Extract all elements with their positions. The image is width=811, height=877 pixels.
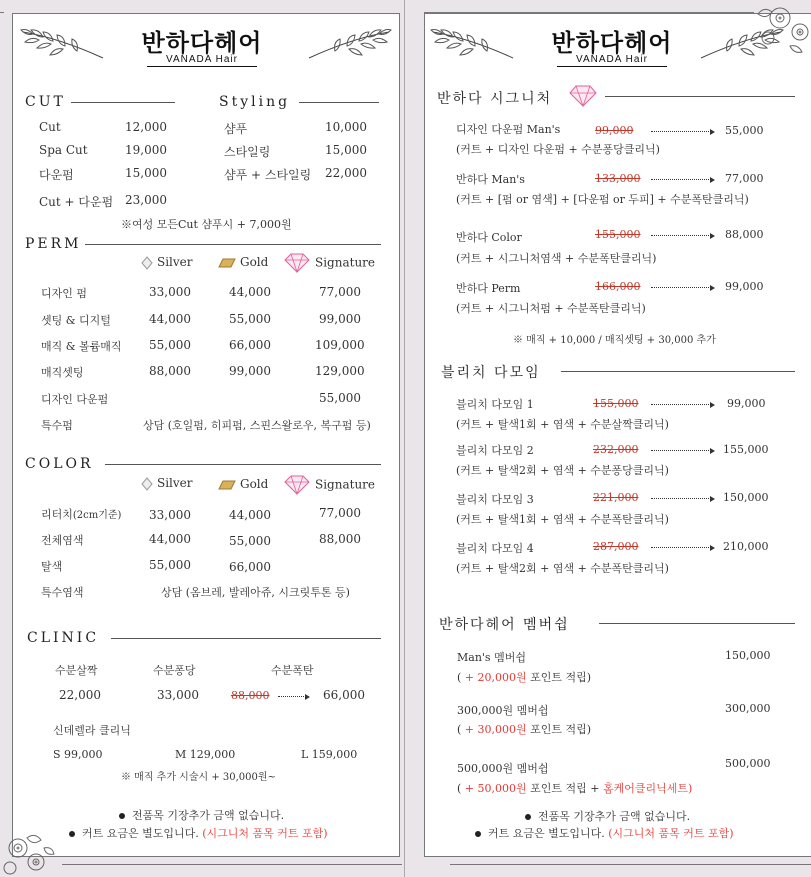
color-row-signature: 77,000 (319, 506, 361, 520)
divider (71, 102, 175, 103)
membership-price: 150,000 (725, 649, 771, 662)
perm-row-name: 디자인 펌 (41, 287, 88, 300)
membership-price: 500,000 (725, 757, 771, 770)
membership-desc: ( + 50,000원 포인트 적립 + 홈케어클리닉세트) (457, 782, 693, 795)
arrow-icon (278, 696, 306, 697)
styling-item-price: 22,000 (325, 166, 367, 180)
cinderella-size: M 129,000 (175, 748, 236, 761)
cut-item-price: 19,000 (125, 143, 167, 157)
frame-line (404, 0, 405, 877)
signature-price: 99,000 (725, 280, 764, 293)
perm-row-gold: 99,000 (229, 364, 271, 378)
gold-bar-icon (218, 479, 236, 491)
tier-silver-label: Silver (141, 476, 193, 491)
signature-price: 77,000 (725, 172, 764, 185)
signature-old-price: 155,000 (595, 228, 641, 241)
perm-row-name: 셋팅 & 디지털 (41, 314, 111, 327)
bleach-desc: (커트 + 탈색1회 + 염색 + 수분살짝클리닉) (456, 418, 669, 431)
bleach-old-price: 155,000 (593, 397, 639, 410)
perm-row-name: 매직 & 볼륨매직 (41, 340, 122, 353)
cut-item-price: 15,000 (125, 166, 167, 180)
bleach-old-price: 287,000 (593, 540, 639, 553)
section-title-bleach: 블리치 다모임 (441, 365, 541, 381)
signature-desc: (커트 + 시그니처펌 + 수분폭탄클리닉) (456, 302, 646, 315)
gold-bar-icon (218, 257, 236, 269)
styling-item-name: 샴푸 (224, 122, 248, 136)
divider (85, 244, 381, 245)
silver-gem-icon (141, 256, 153, 270)
perm-special-note: 상담 (호일펌, 히피펌, 스핀스왈로우, 복구펌 등) (143, 419, 371, 432)
footer-line: 전품목 기장추가 금액 없습니다. (119, 807, 284, 823)
clinic-item-price: 66,000 (323, 688, 365, 702)
divider (105, 464, 381, 465)
silver-gem-icon (141, 477, 153, 491)
perm-row-signature: 109,000 (315, 338, 365, 352)
bleach-item-name: 블리치 다모임 1 (456, 398, 534, 411)
arrow-icon (651, 287, 711, 288)
bleach-item-name: 블리치 다모임 3 (456, 493, 534, 506)
color-row-silver: 55,000 (149, 558, 191, 572)
perm-row-signature: 55,000 (319, 391, 361, 405)
bleach-price: 210,000 (723, 540, 769, 553)
tier-gold-label: Gold (218, 477, 268, 491)
membership-name: Man's 멤버쉽 (457, 651, 526, 664)
cut-note: ※여성 모든Cut 샴푸시 + 7,000원 (121, 218, 292, 231)
arrow-icon (651, 450, 711, 451)
laurel-left-icon (19, 24, 107, 60)
styling-item-price: 15,000 (325, 143, 367, 157)
signature-desc: (커트 + [펌 or 염색] + [다운펌 or 두피] + 수분폭탄클리닉) (456, 193, 749, 206)
signature-old-price: 99,000 (595, 124, 634, 137)
section-title-signature: 반하다 시그니처 (437, 91, 553, 107)
bleach-desc: (커트 + 탈색2회 + 염색 + 수분폭탄클리닉) (456, 562, 669, 575)
signature-desc: (커트 + 디자인 다운펌 + 수분퐁당클리닉) (456, 143, 660, 156)
section-title-styling: Styling (219, 94, 291, 110)
perm-row-gold: 55,000 (229, 312, 271, 326)
arrow-icon (651, 235, 711, 236)
diamond-icon (283, 252, 311, 274)
frame-line (62, 864, 402, 865)
clinic-item-price: 22,000 (59, 688, 101, 702)
footer-line: 전품목 기장추가 금액 없습니다. (525, 808, 690, 824)
clinic-item-price: 33,000 (157, 688, 199, 702)
flower-decoration-icon (0, 818, 60, 877)
bleach-price: 150,000 (723, 491, 769, 504)
cinderella-size: S 99,000 (53, 748, 103, 761)
clinic-old-price: 88,000 (231, 689, 270, 702)
membership-desc: ( + 20,000원 포인트 적립) (457, 671, 592, 684)
bleach-desc: (커트 + 탈색2회 + 염색 + 수분퐁당클리닉) (456, 464, 669, 477)
color-row-gold: 66,000 (229, 560, 271, 574)
arrow-icon (651, 179, 711, 180)
tier-signature-label: Signature (283, 252, 375, 274)
perm-row-signature: 129,000 (315, 364, 365, 378)
bleach-item-name: 블리치 다모임 4 (456, 542, 534, 555)
clinic-item-name: 수분살짝 (55, 664, 98, 677)
section-title-perm: PERM (25, 236, 82, 252)
perm-row-silver: 44,000 (149, 312, 191, 326)
signature-item-name: 반하다 Color (456, 231, 522, 244)
signature-price: 55,000 (725, 124, 764, 137)
membership-name: 300,000원 멤버쉽 (457, 704, 549, 717)
perm-row-gold: 44,000 (229, 285, 271, 299)
frame-line (0, 12, 4, 13)
brand-logo: 반하다헤어 VANADA Hair (141, 29, 263, 65)
footer-line: 커트 요금은 별도입니다. (시그니처 품목 커트 포함) (475, 825, 734, 841)
styling-item-name: 스타일링 (224, 145, 271, 159)
section-title-clinic: CLINIC (27, 630, 100, 646)
cut-item-name: Spa Cut (39, 143, 88, 157)
color-row-name: 리터치(2cm기준) (41, 508, 122, 521)
clinic-item-name: 수분퐁당 (153, 664, 196, 677)
laurel-right-icon (305, 24, 393, 60)
cut-item-price: 23,000 (125, 193, 167, 207)
arrow-icon (651, 404, 711, 405)
tier-signature-label: Signature (283, 474, 375, 496)
cinderella-size: L 159,000 (301, 748, 358, 761)
bleach-old-price: 232,000 (593, 443, 639, 456)
perm-special-name: 특수펌 (41, 419, 73, 432)
cut-item-name: Cut (39, 120, 61, 134)
divider (299, 102, 379, 103)
perm-row-gold: 66,000 (229, 338, 271, 352)
perm-row-silver: 88,000 (149, 364, 191, 378)
styling-item-price: 10,000 (325, 120, 367, 134)
flower-decoration-icon (750, 0, 811, 58)
section-title-cut: CUT (25, 94, 66, 110)
arrow-icon (651, 131, 711, 132)
color-special-name: 특수염색 (41, 586, 84, 599)
signature-note: ※ 매직 + 10,000 / 매직셋팅 + 30,000 추가 (513, 335, 716, 346)
signature-price: 88,000 (725, 228, 764, 241)
diamond-icon (567, 84, 599, 108)
color-row-name: 전체염색 (41, 534, 84, 547)
bleach-old-price: 221,000 (593, 491, 639, 504)
perm-row-silver: 33,000 (149, 285, 191, 299)
cut-item-price: 12,000 (125, 120, 167, 134)
perm-row-signature: 77,000 (319, 285, 361, 299)
divider (561, 371, 795, 372)
bleach-desc: (커트 + 탈색1회 + 염색 + 수분폭탄클리닉) (456, 513, 669, 526)
perm-row-signature: 99,000 (319, 312, 361, 326)
tier-gold-label: Gold (218, 255, 268, 269)
clinic-note: ※ 매직 추가 시술시 + 30,000원~ (121, 772, 276, 783)
perm-row-silver: 55,000 (149, 338, 191, 352)
footer-line: 커트 요금은 별도입니다. (시그니처 품목 커트 포함) (69, 825, 328, 841)
arrow-icon (651, 498, 711, 499)
cut-item-name: 다운펌 (39, 168, 74, 182)
clinic-item-name: 수분폭탄 (271, 664, 314, 677)
section-title-membership: 반하다헤어 멤버쉽 (439, 617, 570, 633)
cinderella-title: 신데렐라 클리닉 (53, 724, 131, 737)
divider (111, 638, 381, 639)
signature-item-name: 반하다 Man's (456, 173, 525, 186)
signature-old-price: 166,000 (595, 280, 641, 293)
color-special-note: 상담 (옴브레, 발레아쥬, 시크릿투톤 등) (161, 586, 350, 599)
cut-item-name: Cut + 다운펌 (39, 195, 114, 209)
section-title-color: COLOR (25, 456, 94, 472)
bleach-item-name: 블리치 다모임 2 (456, 444, 534, 457)
color-row-signature: 88,000 (319, 532, 361, 546)
bleach-price: 99,000 (727, 397, 766, 410)
diamond-icon (283, 474, 311, 496)
divider (599, 623, 795, 624)
arrow-icon (651, 547, 711, 548)
styling-item-name: 샴푸 + 스타일링 (224, 168, 312, 182)
signature-desc: (커트 + 시그니처염색 + 수분폭탄클리닉) (456, 252, 657, 265)
color-row-gold: 44,000 (229, 508, 271, 522)
frame-line (450, 864, 811, 865)
signature-old-price: 133,000 (595, 172, 641, 185)
perm-row-name: 디자인 다운펌 (41, 393, 109, 406)
laurel-left-icon (429, 24, 517, 60)
perm-row-name: 매직셋팅 (41, 366, 84, 379)
membership-price: 300,000 (725, 702, 771, 715)
color-row-silver: 44,000 (149, 532, 191, 546)
membership-name: 500,000원 멤버쉽 (457, 762, 549, 775)
color-row-silver: 33,000 (149, 508, 191, 522)
color-row-gold: 55,000 (229, 534, 271, 548)
color-row-name: 탈색 (41, 560, 63, 573)
divider (605, 96, 795, 97)
signature-item-name: 디자인 다운펌 Man's (456, 123, 561, 136)
tier-silver-label: Silver (141, 255, 193, 270)
signature-item-name: 반하다 Perm (456, 282, 521, 295)
brand-logo: 반하다헤어 VANADA Hair (551, 29, 673, 65)
menu-panel-left (12, 13, 400, 857)
bleach-price: 155,000 (723, 443, 769, 456)
membership-desc: ( + 30,000원 포인트 적립) (457, 723, 592, 736)
menu-panel-right (424, 13, 811, 857)
